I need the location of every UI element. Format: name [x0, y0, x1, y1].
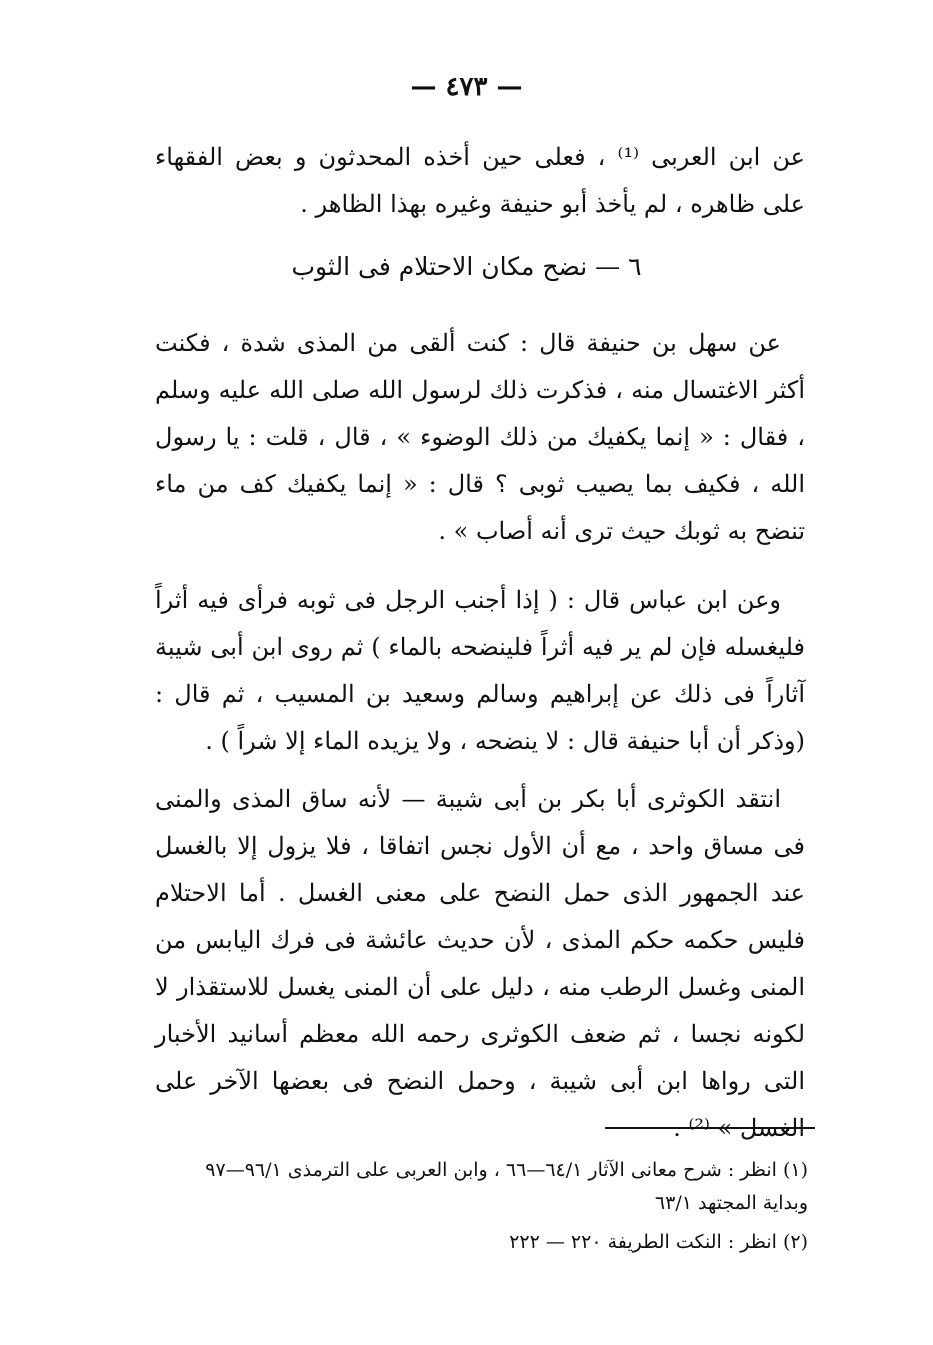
paragraph-sahl-hadith: عن سهل بن حنيفة قال : كنت ألقى من المذى شدة ، فكنت أكثر الاغتسال منه ، فذكرت ذلك لرسول الله صلى الله عليه وسلم ، فقال : « إنما يكفيك من ذلك الوضوء » ، قال ، قلت : يا رسول الله ، فكيف بما يصيب ثوبى ؟ قال : « إنما يكفيك كف من ماء تنضح به ثوبك حيث ترى أنه أصاب » . [155, 329, 805, 545]
footnote-1-line-2: وبداية المجتهد ٦٣/١ [654, 1192, 808, 1214]
footnote-1 [148, 1154, 808, 1220]
page-number: — ٤٧٣ — [410, 72, 523, 102]
footnote-1-line-1: (١) انظر : شرح معانى الآثار ٦٤/١—٦٦ ، وابن العربى على الترمذى ٩٦/١—٩٧ [205, 1159, 808, 1181]
paragraph-ibn-abbas: وعن ابن عباس قال : ( إذا أجنب الرجل فى ثوبه فرأى فيه أثراً فليغسله فإن لم ير فيه أثراً فلينضحه بالماء ) ثم روى ابن أبى شيبة آثاراً فى ذلك عن إبراهيم وسالم وسعيد بن المسيب ، ثم قال : (وذكر أن أبا حنيفة قال : لا ينضحه ، ولا يزيده الماء إلا شراً ) . [155, 586, 805, 755]
footnote-divider [605, 1127, 815, 1129]
section-heading: ٦ — نضح مكان الاحتلام فى الثوب [291, 252, 642, 281]
footnote-2: (٢) انظر : النكت الطريفة ٢٢٠ — ٢٢٢ [509, 1231, 808, 1253]
paragraph-kawthari-critique: انتقد الكوثرى أبا بكر بن أبى شيبة — لأنه ساق المذى والمنى فى مساق واحد ، مع أن الأول نجس اتفاقا ، فلا يزول إلا بالغسل عند الجمهور الذى حمل النضح على معنى الغسل . أما الاحتلام فليس حكمه حكم المذى ، لأن حديث عائشة فى فرك اليابس من المنى وغسل الرطب منه ، دليل على أن المنى يغسل للاستقذار لا لكونه نجسا ، ثم ضعف الكوثرى رحمه الله معظم أسانيد الأخبار التى رواها ابن أبى شيبة ، وحمل النضح فى بعضها الآخر على الغسل » ⁽²⁾ . [155, 785, 806, 1142]
paragraph-intro: عن ابن العربى ⁽¹⁾ ، فعلى حين أخذه المحدثون و بعض الفقهاء على ظاهره ، لم يأخذ أبو حنيفة وغيره بهذا الظاهر . [155, 143, 806, 218]
